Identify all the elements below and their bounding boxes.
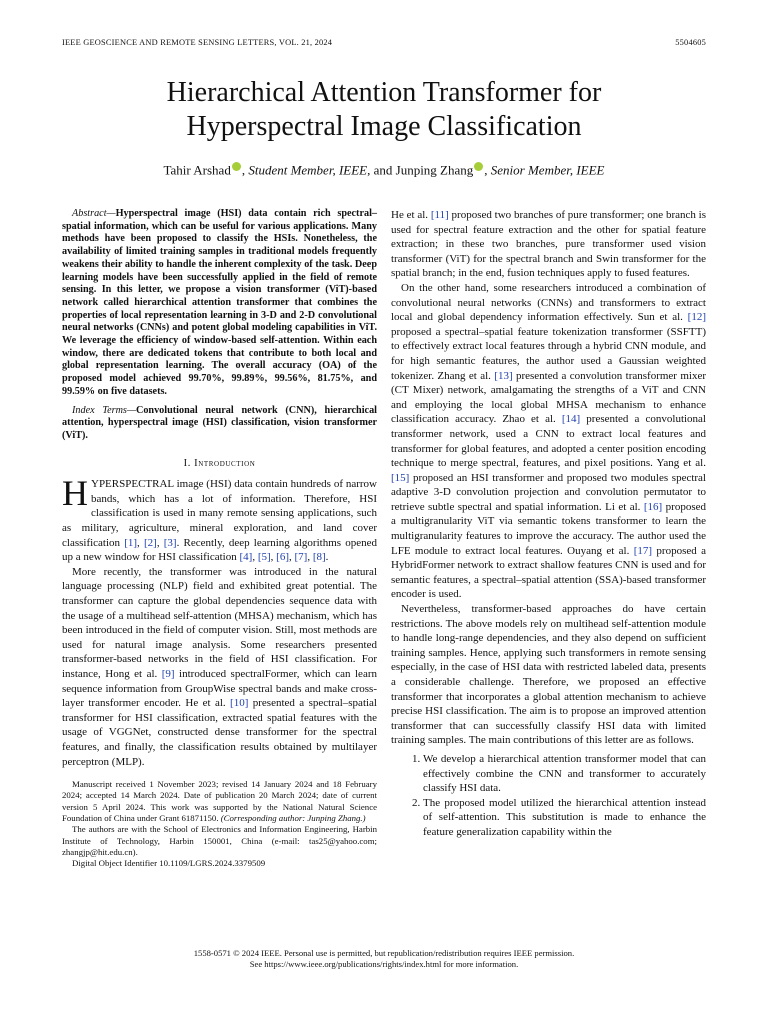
- right-paragraph-2: [391, 281, 706, 602]
- citation-link[interactable]: [9]: [161, 667, 175, 680]
- running-header: [62, 38, 706, 47]
- footnote: [62, 779, 377, 869]
- abstract: [62, 208, 377, 399]
- right-paragraph-3: Nevertheless, transformer-based approaches do have certain restrictions. The above models rely on multihead self-attention module to handle long-range dependencies, and they also depend on sufficient training samples. Hence, applying such transformers in remote sensing especially, in the case of HSI data with restricted labeled data, presents a considerable challenge. Therefore, we proposed an effective transformer that incorporates a global attention mechanism to achieve precise HSI classification. The aim is to propose an improved attention transformer that can successfully classify HSI data with limited training samples. The main contributions of this letter are as follows.: [391, 603, 706, 747]
- paragraph-text: presented a convolution transformer mixer (CT Mixer) network, amalgamating the strengths of a ViT and CNN and employing the local global MHSA mechanism to enhance classification accuracy. Zhao et al.: [391, 369, 706, 426]
- author-2: Junping Zhang: [395, 162, 474, 178]
- citation-link[interactable]: [8]: [312, 551, 326, 564]
- abstract-text: Hyperspectral image (HSI) data contain rich spectral–spatial information, which can be useful for various applications. Many methods have been proposed to classify the HSIs. Nonetheless, the availability of limited training samples in traditional models frequently weakens their ability to handle the inherent complexity of the task. Deep learning models have been successfully applied in the field of remote sensing. In this letter, we propose a vision transformer (ViT)-based network called hierarchical attention transformer that combines the properties of local representation learning in 3-D and 2-D convolutional neural networks (CNNs) and potent global modeling capabilities in ViT. We leverage the efficiency of window-based self-attention. Within each window, there are dedicated tokens that contribute to both local and global representation learning. The overall accuracy (OA) of the proposed model achieved 99.70%, 99.89%, 99.56%, 81.75%, and 99.59% on five datasets.: [62, 208, 377, 397]
- orcid-icon[interactable]: [474, 162, 483, 171]
- journal-name: IEEE GEOSCIENCE AND REMOTE SENSING LETTERS, VOL. 21, 2024: [62, 38, 333, 47]
- author-2-membership: Senior Member, IEEE: [490, 162, 605, 178]
- paragraph-text: More recently, the transformer was introduced in the natural language processing (NLP) field and exhibited great potential. The transformer can capture the global dependencies sequence data with the usage of a multihead self-attention (MHSA) mechanism, which has been introduced in the field of computer vision. Still, most methods are used for natural image analysis. Some researchers presented transformer-based networks in the field of HSI classification. For instance, Hong et al.: [62, 565, 377, 680]
- citation-link[interactable]: [12]: [687, 311, 706, 324]
- right-paragraph-1: [391, 208, 706, 281]
- citation-link[interactable]: [6]: [276, 551, 289, 564]
- paragraph-text: He et al.: [391, 209, 431, 221]
- citation-link[interactable]: [16]: [643, 500, 663, 513]
- citation-link[interactable]: [14]: [561, 413, 581, 426]
- corresponding-author: (Corresponding author: Junping Zhang.): [220, 813, 366, 824]
- contribution-item-1: 1. We develop a hierarchical attention transformer model that can effectively combine the CNN and transformer to accurately classify HSI data.: [423, 752, 706, 796]
- index-terms-text: Convolutional neural network (CNN), hierarchical attention, hyperspectral image (HSI) classification, vision transformer (ViT).: [62, 404, 377, 441]
- section-heading-introduction: I. Introduction: [183, 457, 256, 469]
- author-line: Tahir Arshad , Student Member, IEEE, and Junping Zhang , Senior Member, IEEE: [163, 162, 605, 178]
- copyright-line-2: See https://www.ieee.org/publications/rights/index.html for more information.: [249, 959, 519, 969]
- citation-link[interactable]: [3]: [163, 536, 177, 549]
- paragraph-text: YPERSPECTRAL image (HSI) data contain hundreds of narrow bands, which has a lot of information. Therefore, HSI classification is used in many remote sensing applications, such as military, agriculture, mineral exploration, and land cover classification: [62, 478, 377, 549]
- paragraph-text: presented a convolutional transformer network, used a CNN to extract local features and transformer for global features, and adopted a center position encoding technique to merge spectral, features, and pixel positions. Yang et al.: [391, 413, 706, 470]
- abstract-label: Abstract—: [72, 208, 116, 219]
- author-1: Tahir Arshad: [163, 162, 231, 178]
- paragraph-text: proposed an HSI transformer and proposed two modules spectral adaptive 3-D convolution projection and convolution permutator to retrieve subtle spectral and spatial information. Li et al.: [391, 471, 706, 513]
- paragraph-text: proposed a multigranularity ViT via semantic tokens transformer to learn the multigranularity features to improve the accuracy. The author used the LFE module to extract local features. Ouyang et al.: [391, 500, 707, 557]
- citation-link[interactable]: [7]: [294, 551, 308, 564]
- citation-link[interactable]: [1]: [124, 536, 138, 549]
- author-conjunction: , and: [367, 162, 396, 178]
- paragraph-text: On the other hand, some researchers introduced a combination of convolutional neural networks (CNNs) and transformers to extract local and global dependency information effectively. Sun et al.: [391, 281, 706, 324]
- paragraph-text: introduced spectralFormer, which can learn sequence information from GroupWise spectral bands and make cross-layer transformer encoder. He et al.: [62, 667, 377, 710]
- footnote-text: Manuscript received 1 November 2023; revised 14 January 2024 and 18 February 2024; accepted 14 March 2024. Date of publication 20 March 2024; date of current version 5 April 2024. This work was supported by the National Natural Science Foundation of China under Grant 61871150.: [62, 779, 377, 824]
- copyright-line-1: 1558-0571 © 2024 IEEE. Personal use is permitted, but republication/redistribution requires IEEE permission.: [193, 948, 575, 958]
- paragraph-text: proposed a HybridFormer network to extract shallow features CNN is used and for semantic features, a spectral–spatial attention (SSA)-based transformer encoder is used.: [391, 544, 706, 601]
- paragraph-text: proposed a spectral–spatial feature tokenization transformer (SSFTT) to effectively extract local features through a hybrid CNN module, and for high semantic features, the author used a Gaussian weighted tokenizer. Zhang et al.: [391, 325, 706, 382]
- orcid-icon[interactable]: [232, 162, 241, 171]
- copyright-footer: [62, 948, 706, 970]
- paper-title: [62, 76, 706, 144]
- paragraph-text: presented a spectral–spatial transformer for HSI classification, extracted spatial features with the usage of VGGNet, constructed dense transformer for the spectral features, and finally, the classification results obtained by multilayer perceptron (MLP).: [62, 697, 377, 768]
- drop-cap: H: [62, 473, 88, 514]
- right-column: [391, 208, 706, 840]
- title-line-2: Hyperspectral Image Classification: [186, 111, 582, 142]
- citation-link[interactable]: [11]: [430, 209, 449, 221]
- footnote-doi: Digital Object Identifier 10.1109/LGRS.2024.3379509: [72, 858, 266, 869]
- citation-link[interactable]: [17]: [633, 544, 653, 557]
- contribution-item-2: 2. The proposed model utilized the hierarchical attention instead of self-attention. This substitution is made to enhance the feature generalization capability within the: [423, 796, 706, 840]
- paragraph-text: proposed two branches of pure transformer; one branch is used for spectral feature extraction and the other for spatial feature extraction; in these two branches, pure transformer used vision transformer (ViT) for the spectral branch and Swin transformer for the spatial branch; in the end, fusion techniques apply to fused features.: [391, 209, 707, 280]
- intro-paragraph-2: [62, 565, 377, 769]
- citation-link[interactable]: [2]: [143, 536, 157, 549]
- index-terms-label: Index Terms—: [72, 404, 136, 416]
- citation-link[interactable]: [15]: [391, 471, 410, 484]
- citation-link[interactable]: [10]: [230, 697, 249, 710]
- contributions-list: [391, 752, 706, 840]
- footnote-manuscript: [62, 779, 377, 824]
- citation-link[interactable]: [5]: [257, 551, 271, 564]
- left-column: [62, 208, 377, 870]
- footnote-affiliation: The authors are with the School of Electronics and Information Engineering, Harbin Institute of Technology, Harbin 150001, China (e-mail: tas25@yahoo.com; zhangjp@hit.edu.cn).: [62, 824, 377, 857]
- index-terms: [62, 405, 377, 443]
- paragraph-text: . Recently, deep learning algorithms opened up a new window for HSI classification: [62, 536, 377, 564]
- citation-link[interactable]: [4]: [239, 551, 253, 564]
- article-number: 5504605: [675, 38, 706, 47]
- title-line-1: Hierarchical Attention Transformer for: [166, 77, 602, 108]
- citation-link[interactable]: [13]: [494, 369, 513, 382]
- author-1-membership: Student Member, IEEE: [248, 162, 368, 178]
- intro-paragraph-1: HYPERSPECTRAL image (HSI) data contain hundreds of narrow bands, which has a lot of information. Therefore, HSI classification is used in many remote sensing applications, such as military, agriculture, mineral exploration, and land cover classification [1], [2], [3]. Recently, deep learning algorithms opened up a new window for HSI classification [4], [5], [6], [7], [8].: [62, 473, 377, 564]
